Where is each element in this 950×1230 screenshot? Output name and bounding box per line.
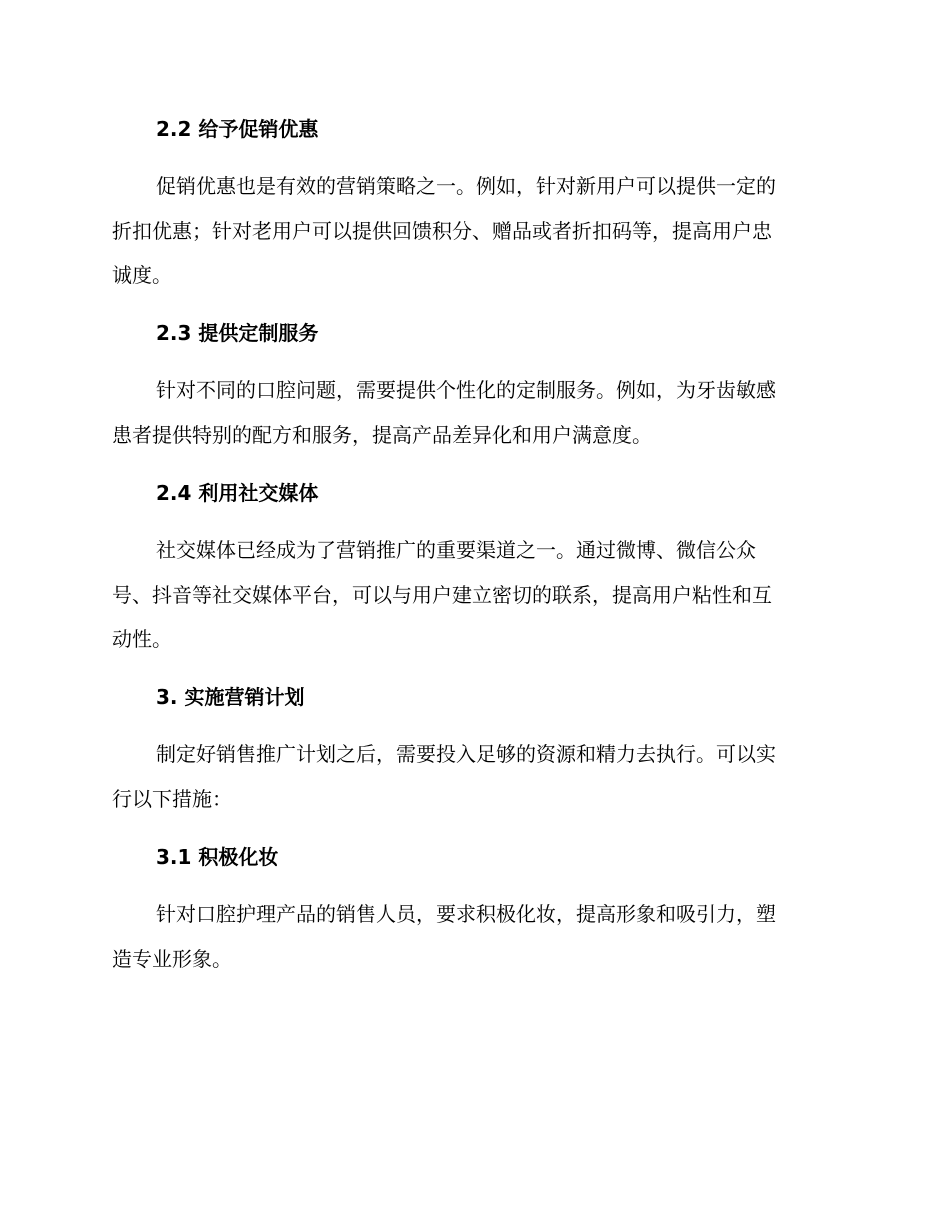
paragraph-line: 动性。 bbox=[112, 627, 172, 651]
section-heading-3: 3. 实施营销计划 bbox=[156, 685, 305, 709]
paragraph-line: 针对口腔护理产品的销售人员，要求积极化妆，提高形象和吸引力，塑 bbox=[156, 902, 776, 926]
paragraph-line: 制定好销售推广计划之后，需要投入足够的资源和精力去执行。可以实 bbox=[156, 742, 776, 766]
paragraph-3-1 bbox=[112, 892, 828, 981]
paragraph-line: 针对不同的口腔问题，需要提供个性化的定制服务。例如，为牙齿敏感 bbox=[156, 378, 776, 402]
paragraph-2-3 bbox=[112, 368, 828, 457]
section-heading-2-4: 2.4 利用社交媒体 bbox=[156, 481, 319, 505]
paragraph-line: 造专业形象。 bbox=[112, 946, 232, 971]
paragraph-line: 诚度。 bbox=[112, 263, 172, 287]
paragraph-3 bbox=[112, 732, 828, 821]
paragraph-line: 行以下措施： bbox=[112, 786, 232, 811]
paragraph-line: 折扣优惠；针对老用户可以提供回馈积分、赠品或者折扣码等，提高用户忠 bbox=[112, 218, 772, 243]
paragraph-2-4 bbox=[112, 528, 828, 662]
section-heading-2-2: 2.2 给予促销优惠 bbox=[156, 117, 319, 141]
section-heading-2-3: 2.3 提供定制服务 bbox=[156, 321, 319, 345]
section-heading-3-1: 3.1 积极化妆 bbox=[156, 845, 279, 869]
paragraph-line: 号、抖音等社交媒体平台，可以与用户建立密切的联系，提高用户粘性和互 bbox=[112, 582, 772, 607]
paragraph-line: 促销优惠也是有效的营销策略之一。例如，针对新用户可以提供一定的 bbox=[156, 174, 776, 198]
paragraph-2-2 bbox=[112, 164, 828, 298]
paragraph-line: 社交媒体已经成为了营销推广的重要渠道之一。通过微博、微信公众 bbox=[156, 538, 756, 562]
paragraph-line: 患者提供特别的配方和服务，提高产品差异化和用户满意度。 bbox=[112, 422, 652, 447]
